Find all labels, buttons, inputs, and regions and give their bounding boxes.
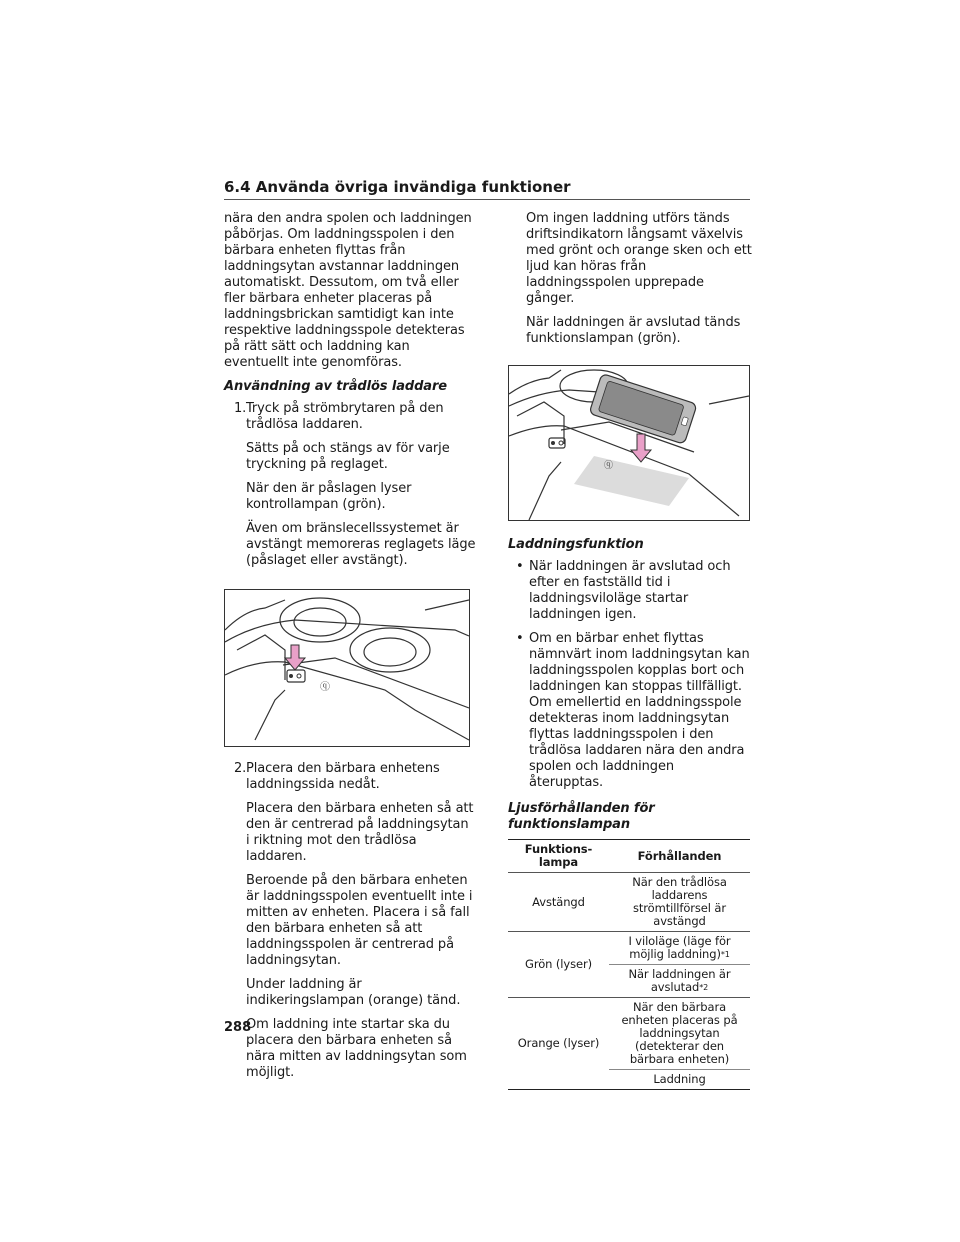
- bullet-mark: •: [516, 631, 524, 646]
- cell-text: I viloläge (läge för möjlig laddning): [628, 934, 731, 961]
- header-rule: [224, 199, 750, 200]
- table-header-conditions: Förhållanden: [609, 840, 750, 873]
- table-cell: När den trådlösa laddarens strömtillförsel är avstängd: [609, 873, 750, 932]
- step-1: [234, 401, 476, 433]
- light-conditions-heading: Ljusförhållanden för funktionslampan: [508, 801, 655, 832]
- right-column: [508, 211, 752, 1090]
- cell-text: När laddningen är avslutad: [628, 967, 731, 994]
- bullet-2-text: Om en bärbar enhet flyttas nämnvärt inom laddningsytan kan laddningsspolen kopplas bort och laddningen kan stoppas tillfälligt. Om emellertid en laddningsspole detekteras inom laddningsytan flyttas laddningsspolen i den trådlösa laddaren nära den andra spolen och laddningen återupptas.: [529, 631, 750, 790]
- figure-power-switch: [224, 589, 470, 747]
- bullet-mark: •: [516, 559, 524, 574]
- table-cell: [609, 965, 750, 998]
- phone-pad-illustration: [509, 366, 749, 520]
- bullet-2: [516, 631, 752, 791]
- table-cell: Orange (lyser): [508, 998, 609, 1090]
- table-cell: När den bärbara enheten placeras på laddningsytan (detekterar den bärbara enheten): [609, 998, 750, 1070]
- bullet-1-text: När laddningen är avslutad och efter en fastställd tid i laddningsviloläge startar laddningen igen.: [529, 559, 731, 622]
- right-paragraph-1: Om ingen laddning utförs tänds driftsindikatorn långsamt växelvis med grönt och orange sken och ett ljud kan höras från laddningsspolen upprepade gånger.: [526, 211, 752, 306]
- table-cell: Laddning: [609, 1070, 750, 1090]
- step-2-text: Placera den bärbara enhetens laddningssida nedåt.: [246, 761, 440, 792]
- table-cell: [609, 932, 750, 965]
- svg-text:ⓠ: ⓠ: [320, 682, 330, 693]
- page-number: 288: [224, 1020, 252, 1035]
- step-2: [234, 761, 476, 793]
- left-column: [224, 211, 476, 1089]
- table-cell: Avstängd: [508, 873, 609, 932]
- table-row: [508, 998, 750, 1070]
- lamp-conditions-table: [508, 839, 750, 1090]
- table-row: [508, 873, 750, 932]
- right-paragraph-2: När laddningen är avslutad tänds funktionslampan (grön).: [526, 315, 741, 346]
- footnote-mark: *1: [720, 950, 730, 959]
- svg-text:ⓠ: ⓠ: [604, 461, 613, 471]
- step-2-note-1: Placera den bärbara enheten så att den är centrerad på laddningsytan i riktning mot den trådlösa laddaren.: [246, 801, 474, 864]
- table-row: [508, 932, 750, 965]
- step-1-note-1: Sätts på och stängs av för varje tryckning på reglaget.: [246, 441, 450, 472]
- step-1-note-3: Även om bränslecellssystemet är avstängt memoreras reglagets läge (påslaget eller avstängt).: [246, 521, 476, 568]
- bullet-1: [516, 559, 752, 623]
- step-2-note-4: Om laddning inte startar ska du placera den bärbara enheten så nära mitten av laddningsytan som möjligt.: [246, 1017, 467, 1080]
- step-1-note-2: När den är påslagen lyser kontrollampan (grön).: [246, 481, 412, 512]
- step-1-text: Tryck på strömbrytaren på den trådlösa laddaren.: [246, 401, 444, 432]
- table-header-lamp: Funktions-lampa: [508, 840, 609, 873]
- section-title: 6.4 Använda övriga invändiga funktioner: [224, 178, 571, 196]
- step-1-number: 1.: [234, 401, 247, 416]
- usage-heading: Användning av trådlös laddare: [224, 379, 447, 394]
- footnote-mark: *2: [699, 983, 709, 992]
- console-switch-illustration: [225, 590, 469, 746]
- intro-paragraph: nära den andra spolen och laddningen påbörjas. Om laddningsspolen i den bärbara enheten flyttas från laddningsytan avstannar laddningen automatiskt. Dessutom, om två eller fler bärbara enheter placeras på laddningsbrickan samtidigt kan inte respektive laddningsspole detekteras på rätt sätt och laddning kan eventuellt inte genomföras.: [224, 211, 472, 370]
- step-2-number: 2.: [234, 761, 247, 776]
- figure-phone-on-pad: [508, 365, 750, 521]
- step-2-note-2: Beroende på den bärbara enheten är laddningsspolen eventuellt inte i mitten av enheten. Placera i så fall den bärbara enheten så att laddningsspolen är centrerad på laddningsytan.: [246, 873, 473, 968]
- charging-function-heading: Laddningsfunktion: [508, 537, 644, 552]
- table-cell: Grön (lyser): [508, 932, 609, 998]
- step-2-note-3: Under laddning är indikeringslampan (orange) tänd.: [246, 977, 461, 1008]
- table-header-row: [508, 840, 750, 873]
